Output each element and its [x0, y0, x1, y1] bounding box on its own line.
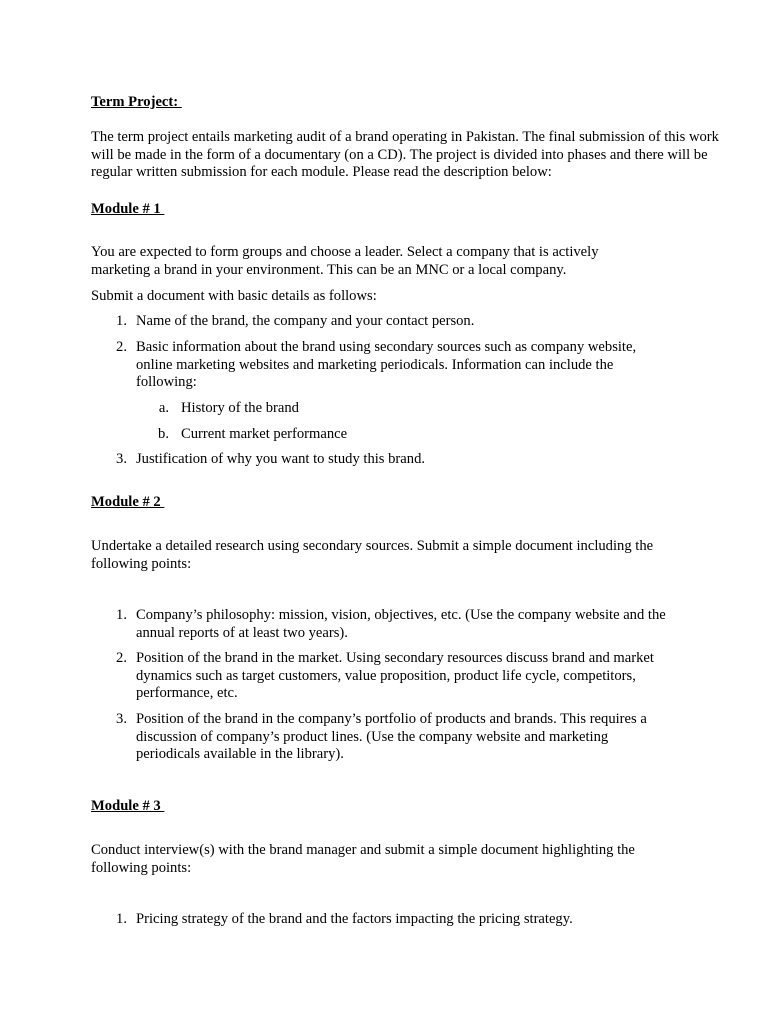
- list-item: [109, 711, 669, 764]
- sub-list-text: History of the brand: [181, 400, 299, 416]
- module-1-submit-paragraph: Submit a document with basic details as follows:: [91, 288, 377, 304]
- module-1-paragraph: You are expected to form groups and choose a leader. Select a company that is actively marketing a brand in your environment. This can be an MNC or a local company.: [91, 244, 599, 278]
- list-number: 2.: [116, 650, 127, 666]
- list-number: 2.: [116, 339, 127, 355]
- list-item: [109, 607, 669, 642]
- sub-list-text: Current market performance: [181, 426, 348, 442]
- list-item: [109, 339, 669, 392]
- document-title: Term Project:: [91, 94, 182, 110]
- list-item: [109, 650, 669, 703]
- intro-paragraph: The term project entails marketing audit of a brand operating in Pakistan. The final submission of this work will be made in the form of a documentary (on a CD). The project is divided into phases and there will be regular written submission for each module. Please read the description below:: [91, 129, 719, 181]
- module-2-paragraph: Undertake a detailed research using secondary sources. Submit a simple document including the following points:: [91, 538, 654, 572]
- list-number: 3.: [116, 711, 127, 727]
- list-text: Pricing strategy of the brand and the factors impacting the pricing strategy.: [136, 911, 573, 927]
- list-item: [109, 911, 669, 929]
- list-text: Justification of why you want to study this brand.: [136, 451, 426, 467]
- list-text: Name of the brand, the company and your contact person.: [136, 313, 475, 329]
- list-text: Basic information about the brand using secondary sources such as company website, online marketing websites and marketing periodicals. Information can include the following:: [136, 339, 637, 391]
- list-text: Position of the brand in the market. Using secondary resources discuss brand and market dynamics such as target customers, value proposition, product life cycle, competitors, performance, etc.: [136, 650, 654, 702]
- list-item: [109, 451, 669, 469]
- list-text: Company’s philosophy: mission, vision, objectives, etc. (Use the company website and the annual reports of at least two years).: [136, 607, 666, 641]
- list-number: 3.: [116, 451, 127, 467]
- sub-list-letter: b.: [158, 426, 169, 442]
- list-item: [109, 313, 669, 331]
- sub-list-letter: a.: [158, 400, 169, 416]
- module-3-paragraph: Conduct interview(s) with the brand manager and submit a simple document highlighting the following points:: [91, 842, 635, 876]
- list-text: Position of the brand in the company’s portfolio of products and brands. This requires a discussion of company’s product lines. (Use the company website and marketing periodicals available in the library).: [136, 711, 647, 763]
- module-3-heading: Module # 3: [91, 798, 165, 814]
- sub-list-item: [155, 426, 635, 444]
- module-1-heading: Module # 1: [91, 201, 165, 217]
- sub-list-item: [155, 400, 635, 418]
- list-number: 1.: [116, 313, 127, 329]
- list-number: 1.: [116, 911, 127, 927]
- module-2-heading: Module # 2: [91, 494, 165, 510]
- list-number: 1.: [116, 607, 127, 623]
